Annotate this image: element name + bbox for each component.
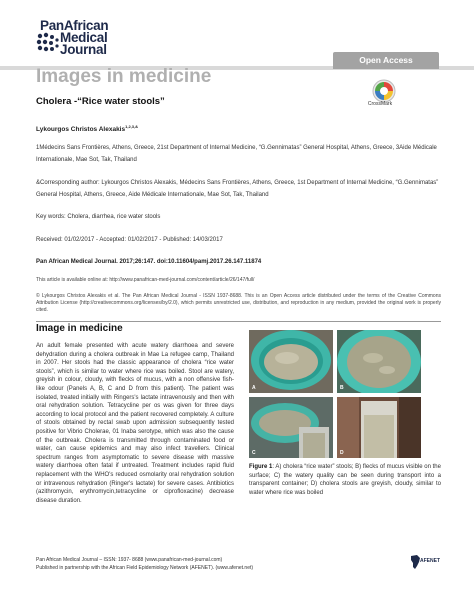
panel-label: C: [252, 450, 256, 456]
author-line: [36, 124, 138, 133]
figure-1: [249, 330, 441, 458]
copyright-notice: © Lykourgos Christos Alexakis et al. The Pan African Medical Journal - ISSN 1937-8688. This is an Open Access article distributed under the terms of the Creative Commons Attribution License (http://creativecommons.org/licenses/by/2.0), which permits unrestricted use, distribution, and reproduction in any medium, provided the original work is properly cited.: [36, 293, 441, 314]
author-name: Lykourgos Christos Alexakis: [36, 126, 126, 134]
affiliations: 1Médecins Sans Frontières, Athens, Greece, 21st Department of Internal Medicine, “G.Gennimatas” General Hospital, Athens, Greece, 3Aide Médicale Internationale, Mae Sot, Tak, Thailand: [36, 145, 437, 163]
publication-dates: Received: 01/02/2017 - Accepted: 01/02/2017 - Published: 14/03/2017: [36, 237, 223, 243]
figure-caption: [249, 463, 441, 497]
panel-b-image: [337, 330, 421, 393]
journal-name: [40, 20, 108, 56]
journal-logo: [36, 20, 116, 60]
container-image: [337, 397, 421, 458]
crossmark-label: CrossMark: [367, 101, 393, 107]
logo-line-2: Medical: [60, 30, 108, 45]
corresponding-author: &Corresponding author: Lykourgos Christos Alexakis, Médecins Sans Frontières, Athens, Greece, 1st Department of Internal Medicine, “G.Gennimatas” General Hospital, Athens, Greece, Aide Médicale Internationale, Mae Sot, Tak, Thailand: [36, 180, 439, 198]
panel-a-image: [249, 330, 333, 393]
basin-image: [249, 330, 333, 393]
logo-line-3: Journal: [60, 42, 107, 57]
section-heading: Image in medicine: [36, 323, 123, 334]
article-title: Cholera -“Rice water stools”: [36, 96, 165, 107]
keywords: Key words: Cholera, diarrhea, rice water stools: [36, 214, 161, 220]
author-affiliation-marks: 1,2,3,&: [125, 124, 139, 129]
panel-label: D: [340, 450, 344, 456]
section-divider: [36, 321, 441, 322]
body-text: An adult female presented with acute watery diarrhoea and severe dehydration during a cholera outbreak in Mae La refugee camp, Thailand in 2007. Her stools had the classic appearance of cholera “rice water stools”, which is similar to water where rice was boiled. Stool are watery, greyish in colour, cloudy, with flecks of mucus, with a non offensive fish-like odour (Panels A, B, C and D from this patient). The patient was isolated, treated initially with Ringers's lactate intravenously and then with oral rehydration solution. Tetracycline per os was given for three days according to local protocol and the patient recovered completely. A culture of stools obtained by rectal swab upon admission subsequently tested positive for Vibrio Cholerae, 01 Inaba serotype, which was also the cause of the outbreak. Cholera is transmitted through contaminated food or water, can cause epidemics and may also infect travellers. Clinical spectrum ranges from asymptomatic to severe disease with massive watery diarrhoea often fatal if untreated. Treatment includes rapid fluid replacement with the WHO's reduced osmolarity oral rehydration solution or intravenous rehydration (Ringer's lactate) for severe cases. Antibiotics (azithromycin, erythromycin,tetracycline or ciprofloxacine) decrease disease duration.: [36, 343, 234, 504]
afenet-logo-text: AFENET: [420, 558, 440, 564]
online-link[interactable]: This article is available online at: http://www.panafrican-med-journal.com/content/article/26/147/full/: [36, 277, 255, 283]
citation: Pan African Medical Journal. 2017;26:147. doi:10.11604/pamj.2017.26.147.11874: [36, 259, 262, 265]
page-footer: [36, 557, 253, 572]
page-title: Images in medicine: [36, 66, 212, 87]
figure-caption-text: : A) cholera “rice water” stools; B) flecks of mucus visible on the surface; C) the watery quality can be seen during transport into a transparent container; D) cholera stools are greyish, cloudy, similar to water where rice was boiled: [249, 464, 441, 496]
basin-closeup-image: [337, 330, 421, 393]
panel-c-image: [249, 397, 333, 458]
pouring-image: [249, 397, 333, 458]
panel-label: A: [252, 385, 256, 391]
footer-line-2: Published in partnership with the African Field Epidemiology Network (AFENET). (www.afenet.net): [36, 564, 254, 571]
figure-caption-label: Figure 1: [249, 464, 273, 470]
logo-line-1: PanAfrican: [40, 18, 109, 33]
footer-line-1: Pan African Medical Journal – ISSN: 1937- 8688 (www.panafrican-med-journal.com): [36, 557, 223, 563]
panel-d-image: [337, 397, 421, 458]
open-access-tab: Open Access: [333, 52, 439, 69]
panel-label: B: [340, 385, 344, 391]
